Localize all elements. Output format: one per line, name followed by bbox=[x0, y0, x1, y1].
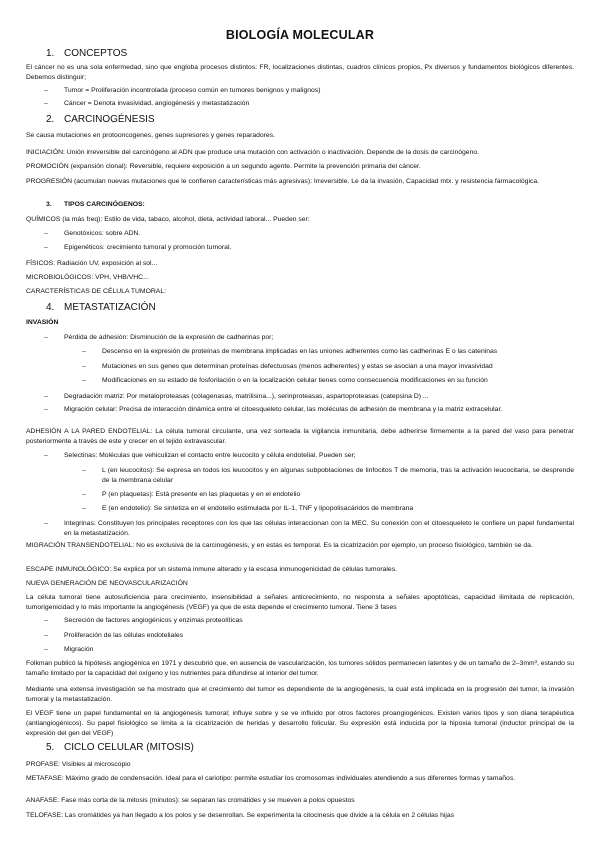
list-item-text: Pérdida de adhesión: Disminución de la expresión de cadherinas por; bbox=[64, 334, 274, 341]
bullet-dash: – bbox=[44, 230, 48, 237]
sub-list-item bbox=[82, 490, 574, 500]
bullet-dash: – bbox=[82, 505, 86, 512]
list-item bbox=[44, 99, 574, 109]
bullet-dash: – bbox=[44, 632, 48, 639]
bullet-dash: – bbox=[82, 467, 86, 474]
paragraph-iniciacion bbox=[26, 148, 574, 158]
bullet-dash: – bbox=[82, 348, 86, 355]
paragraph-vegf: El VEGF tiene un papel fundamental en la angiogénesis tumoral; influye sobre y se ve influido por otros factores proangiogénicos. Existen varios tipos y son diana terapéutica (antiangiogénicos). Su papel fisiológico se limita a la cicatrización de heridas y desarrollo folicular. Su expresión está inducida por la hipoxia tumoral (inductor principal de la expresión del gen del VEGF) bbox=[26, 710, 574, 737]
bullet-dash: – bbox=[44, 617, 48, 624]
list-item-text: Mutaciones en sus genes que determinan proteínas defectuosas (menos adherentes) y estas se asocian a una mayor invasividad bbox=[102, 363, 493, 370]
sub-list-item bbox=[82, 504, 574, 514]
bullet-dash: – bbox=[44, 520, 48, 527]
list-item bbox=[44, 392, 574, 402]
bullet-dash: – bbox=[44, 244, 48, 251]
sub-list-item bbox=[82, 466, 574, 486]
list-item-text: Modificaciones en su estado de fosforilación o en la localización celular tienes como consecuencia modificaciones en su función bbox=[102, 377, 488, 384]
term-text: (expansión clonal): Reversible, requiere exposición a un segundo agente. Permite la prevención primaria del cáncer. bbox=[70, 163, 421, 170]
paragraph-neovascularizacion: La célula tumoral tiene autosuficiencia para crecimiento, insensibilidad a señales anticrecimiento, no responsta a señales apoptóticas, capacidad ilimitada de replicación, tumorigenicidad y lo más importante la angiogénesis (VEGF) ya que de esta depende el crecimiento tumoral. Tiene 3 fases bbox=[26, 594, 574, 611]
section-number: 3. bbox=[46, 201, 52, 208]
paragraph-quimicos bbox=[26, 215, 574, 225]
list-item bbox=[44, 519, 574, 539]
list-item bbox=[44, 86, 574, 96]
bullet-dash: – bbox=[44, 452, 48, 459]
section-number: 4. bbox=[46, 302, 55, 313]
list-item bbox=[44, 243, 574, 253]
term-text: (la más freq): Estilo de vida, tabaco, alcohol, dieta, actividad laboral... Pueden ser: bbox=[62, 216, 310, 223]
term-label: ADHESIÓN A LA PARED ENDOTELIAL: bbox=[26, 428, 153, 435]
list-item-text: Cáncer = Denota invasividad, angiogénesis y metastatización bbox=[64, 100, 250, 107]
paragraph-escape-inmunologico: ESCAPE INMUNOLÓGICO: Se explica por un sistema inmune alterado y la escasa inmunogenicidad de células tumorales. bbox=[26, 566, 397, 573]
term-text: La célula tumoral circulante, una vez sorteada la vigilancia inmunitaria, debe adherirse firmemente a la pared del vaso para penetrar posteriormente a través de este y crecer en el tejido extravascular. bbox=[26, 428, 575, 445]
section-heading-tipos bbox=[46, 201, 145, 208]
term-label: MIGRACIÓN TRANSENDOTELIAL: bbox=[26, 542, 135, 549]
list-item-text: Genotóxicos: sobre ADN. bbox=[64, 230, 141, 237]
bullet-dash: – bbox=[44, 646, 48, 653]
list-item-text: Migración celular: Precisa de interacción dinámica entre el citoesqueleto celular, las moléculas de adhesión de membrana y la matriz extracelular. bbox=[64, 406, 503, 413]
section-number: 2. bbox=[46, 114, 55, 125]
sub-list-item bbox=[82, 362, 574, 372]
section-heading-carcinogenesis bbox=[46, 114, 155, 125]
list-item-text: Selectinas: Moléculas que vehiculizan el contacto entre leucocito y célula endotelial. Pueden ser; bbox=[64, 452, 356, 459]
paragraph-telofase: TELOFASE: Las cromátides ya han llegado a los polos y se desenrollan. Se experimenta la citocinesis que divide a la célula en 2 células hijas bbox=[26, 812, 455, 819]
list-item bbox=[44, 405, 574, 415]
term-text: Unión irreversible del carcinógeno al ADN que produce una mutación con activación o inactivación. Depende de la dosis de carcinógeno. bbox=[66, 149, 480, 156]
list-item-text: L (en leucocitos): Se expresa en todos los leucocitos y en algunas subpoblaciones de linfocitos T de memoria, tras la activación leucocitaria, se desprende de la membrana celular bbox=[102, 467, 574, 484]
section-title: CICLO CELULAR (MITOSIS) bbox=[64, 742, 194, 753]
list-item-text: Tumor = Proliferación incontrolada (proceso común en tumores benignos y malignos) bbox=[64, 87, 321, 94]
section-title: CONCEPTOS bbox=[64, 48, 128, 59]
section-title: TIPOS CARCINÓGENOS: bbox=[64, 201, 145, 208]
paragraph-progresion bbox=[26, 177, 574, 187]
section-heading-conceptos bbox=[46, 48, 127, 59]
term-label: PROGRESIÓN bbox=[26, 178, 73, 185]
list-item bbox=[44, 631, 574, 641]
term-text: (acumulan nuevas mutaciones que le confieren características más agresivas): Irreversible. Le da la invasión, Capacidad mtx. y resistencia farmacológica. bbox=[73, 178, 540, 185]
bullet-dash: – bbox=[82, 491, 86, 498]
term-label: QUÍMICOS bbox=[26, 216, 61, 223]
bullet-dash: – bbox=[44, 334, 48, 341]
list-item bbox=[44, 451, 574, 461]
paragraph-microbiologicos: MICROBIOLÓGICOS: VPH, VHB/VHC... bbox=[26, 274, 149, 281]
section-heading-metastatizacion bbox=[46, 302, 156, 313]
section-heading-ciclo-celular bbox=[46, 742, 194, 753]
paragraph-caracteristicas: CARACTERÍSTICAS DE CÉLULA TUMORAL: bbox=[26, 288, 166, 295]
sub-list-item bbox=[82, 376, 574, 386]
paragraph-investigacion: Mediante una extensa investigación se ha mostrado que el crecimiento del tumor es dependiente de la angiogénesis, la cual está implicada en la progresión del tumor, la invasión tumoral y la metastatización. bbox=[26, 686, 574, 703]
section-number: 5. bbox=[46, 742, 55, 753]
term-text: No es exclusiva de la carcinogénesis, y en estas es temporal. Es la cicatrización por ejemplo, un proceso fisiológico, también se da. bbox=[136, 542, 533, 549]
section-title: CARCINOGÉNESIS bbox=[64, 114, 155, 125]
list-item-text: Descenso en la expresión de proteínas de membrana implicadas en las uniones adherentes como las cadherinas E o las cateninas bbox=[102, 348, 498, 355]
section-title: METASTATIZACIÓN bbox=[64, 302, 156, 313]
bullet-dash: – bbox=[82, 377, 86, 384]
paragraph-cancer-intro: El cáncer no es una sola enfermedad, sino que engloba procesos distintos: FR, localizaciones distintas, cuadros clínicos propios, Px diversos y fundamentos biológicos diferentes. Debemos distinguir; bbox=[26, 64, 574, 81]
bullet-dash: – bbox=[44, 393, 48, 400]
paragraph-metafase: METAFASE: Máximo grado de condensación. Ideal para el cariotipo: permite estudiar los cromosomas individuales atendiendo a sus diferentes formas y tamaños. bbox=[26, 775, 516, 782]
document-title: BIOLOGÍA MOLECULAR bbox=[225, 28, 375, 42]
paragraph-folkman: Folkman publicó la hipótesis angiogénica en 1971 y descubrió que, en ausencia de vascularización, los tumores sólidos permanecen latentes y de un tamaño de 2–3mm³, estando su tamaño limitado por la capacidad del oxígeno y los nutrientes para difundirse al interior del tumor. bbox=[26, 660, 574, 677]
list-item bbox=[44, 229, 574, 239]
list-item-text: Proliferación de las células endoteliales bbox=[64, 632, 184, 639]
list-item-text: Migración bbox=[64, 646, 94, 653]
paragraph-anafase: ANAFASE: Fase más corta de la mitosis (minutos): se separan las cromátides y se mueven a polos opuestos bbox=[26, 797, 355, 804]
section-number: 1. bbox=[46, 48, 55, 59]
list-item-text: Secreción de factores angiogénicos y enzimas proteolíticas bbox=[64, 617, 243, 624]
list-item-text: E (en endotelio): Se sintetiza en el endotelio estimulada por IL-1, TNF y lipopolisacáridos de membrana bbox=[102, 505, 414, 512]
subheading-invasion: INVASIÓN bbox=[26, 319, 59, 326]
paragraph-mutations: Se causa mutaciones en protooncogenes, genes supresores y genes reparadores. bbox=[26, 132, 275, 139]
bullet-dash: – bbox=[44, 406, 48, 413]
bullet-dash: – bbox=[44, 100, 48, 107]
paragraph-migracion-transendotelial bbox=[26, 541, 574, 551]
list-item-text: Integrinas: Constituyen los principales receptores con los que las células interaccionan con la MEC. Su conexión con el citoesqueleto le confiere un papel fundamental en la metastatización. bbox=[64, 520, 574, 537]
list-item bbox=[44, 645, 574, 655]
paragraph-adhesion bbox=[26, 427, 574, 447]
paragraph-promocion bbox=[26, 162, 574, 172]
list-item-text: Epigenéticos: crecimiento tumoral y promoción tumoral. bbox=[64, 244, 232, 251]
list-item bbox=[44, 333, 574, 343]
term-label: INICIACIÓN: bbox=[26, 149, 65, 156]
paragraph-fisicos: FÍSICOS: Radiación UV, exposición al sol... bbox=[26, 260, 158, 267]
bullet-dash: – bbox=[82, 363, 86, 370]
paragraph-profase: PROFASE: Visibles al microscopio bbox=[26, 761, 131, 768]
list-item-text: P (en plaquetas): Está presente en las plaquetas y en el endotelio bbox=[102, 491, 301, 498]
list-item bbox=[44, 616, 574, 626]
list-item-text: Degradación matriz: Por metaloproteasas (colagenasas, matrilisina...), serinproteasas, aspartoproteasas (catepsina D) ... bbox=[64, 393, 429, 400]
paragraph-neovascularizacion-heading: NUEVA GENERACIÓN DE NEOVASCULARIZACIÓN bbox=[26, 580, 188, 587]
bullet-dash: – bbox=[44, 87, 48, 94]
sub-list-item bbox=[82, 347, 574, 357]
term-label: PROMOCIÓN bbox=[26, 163, 69, 170]
